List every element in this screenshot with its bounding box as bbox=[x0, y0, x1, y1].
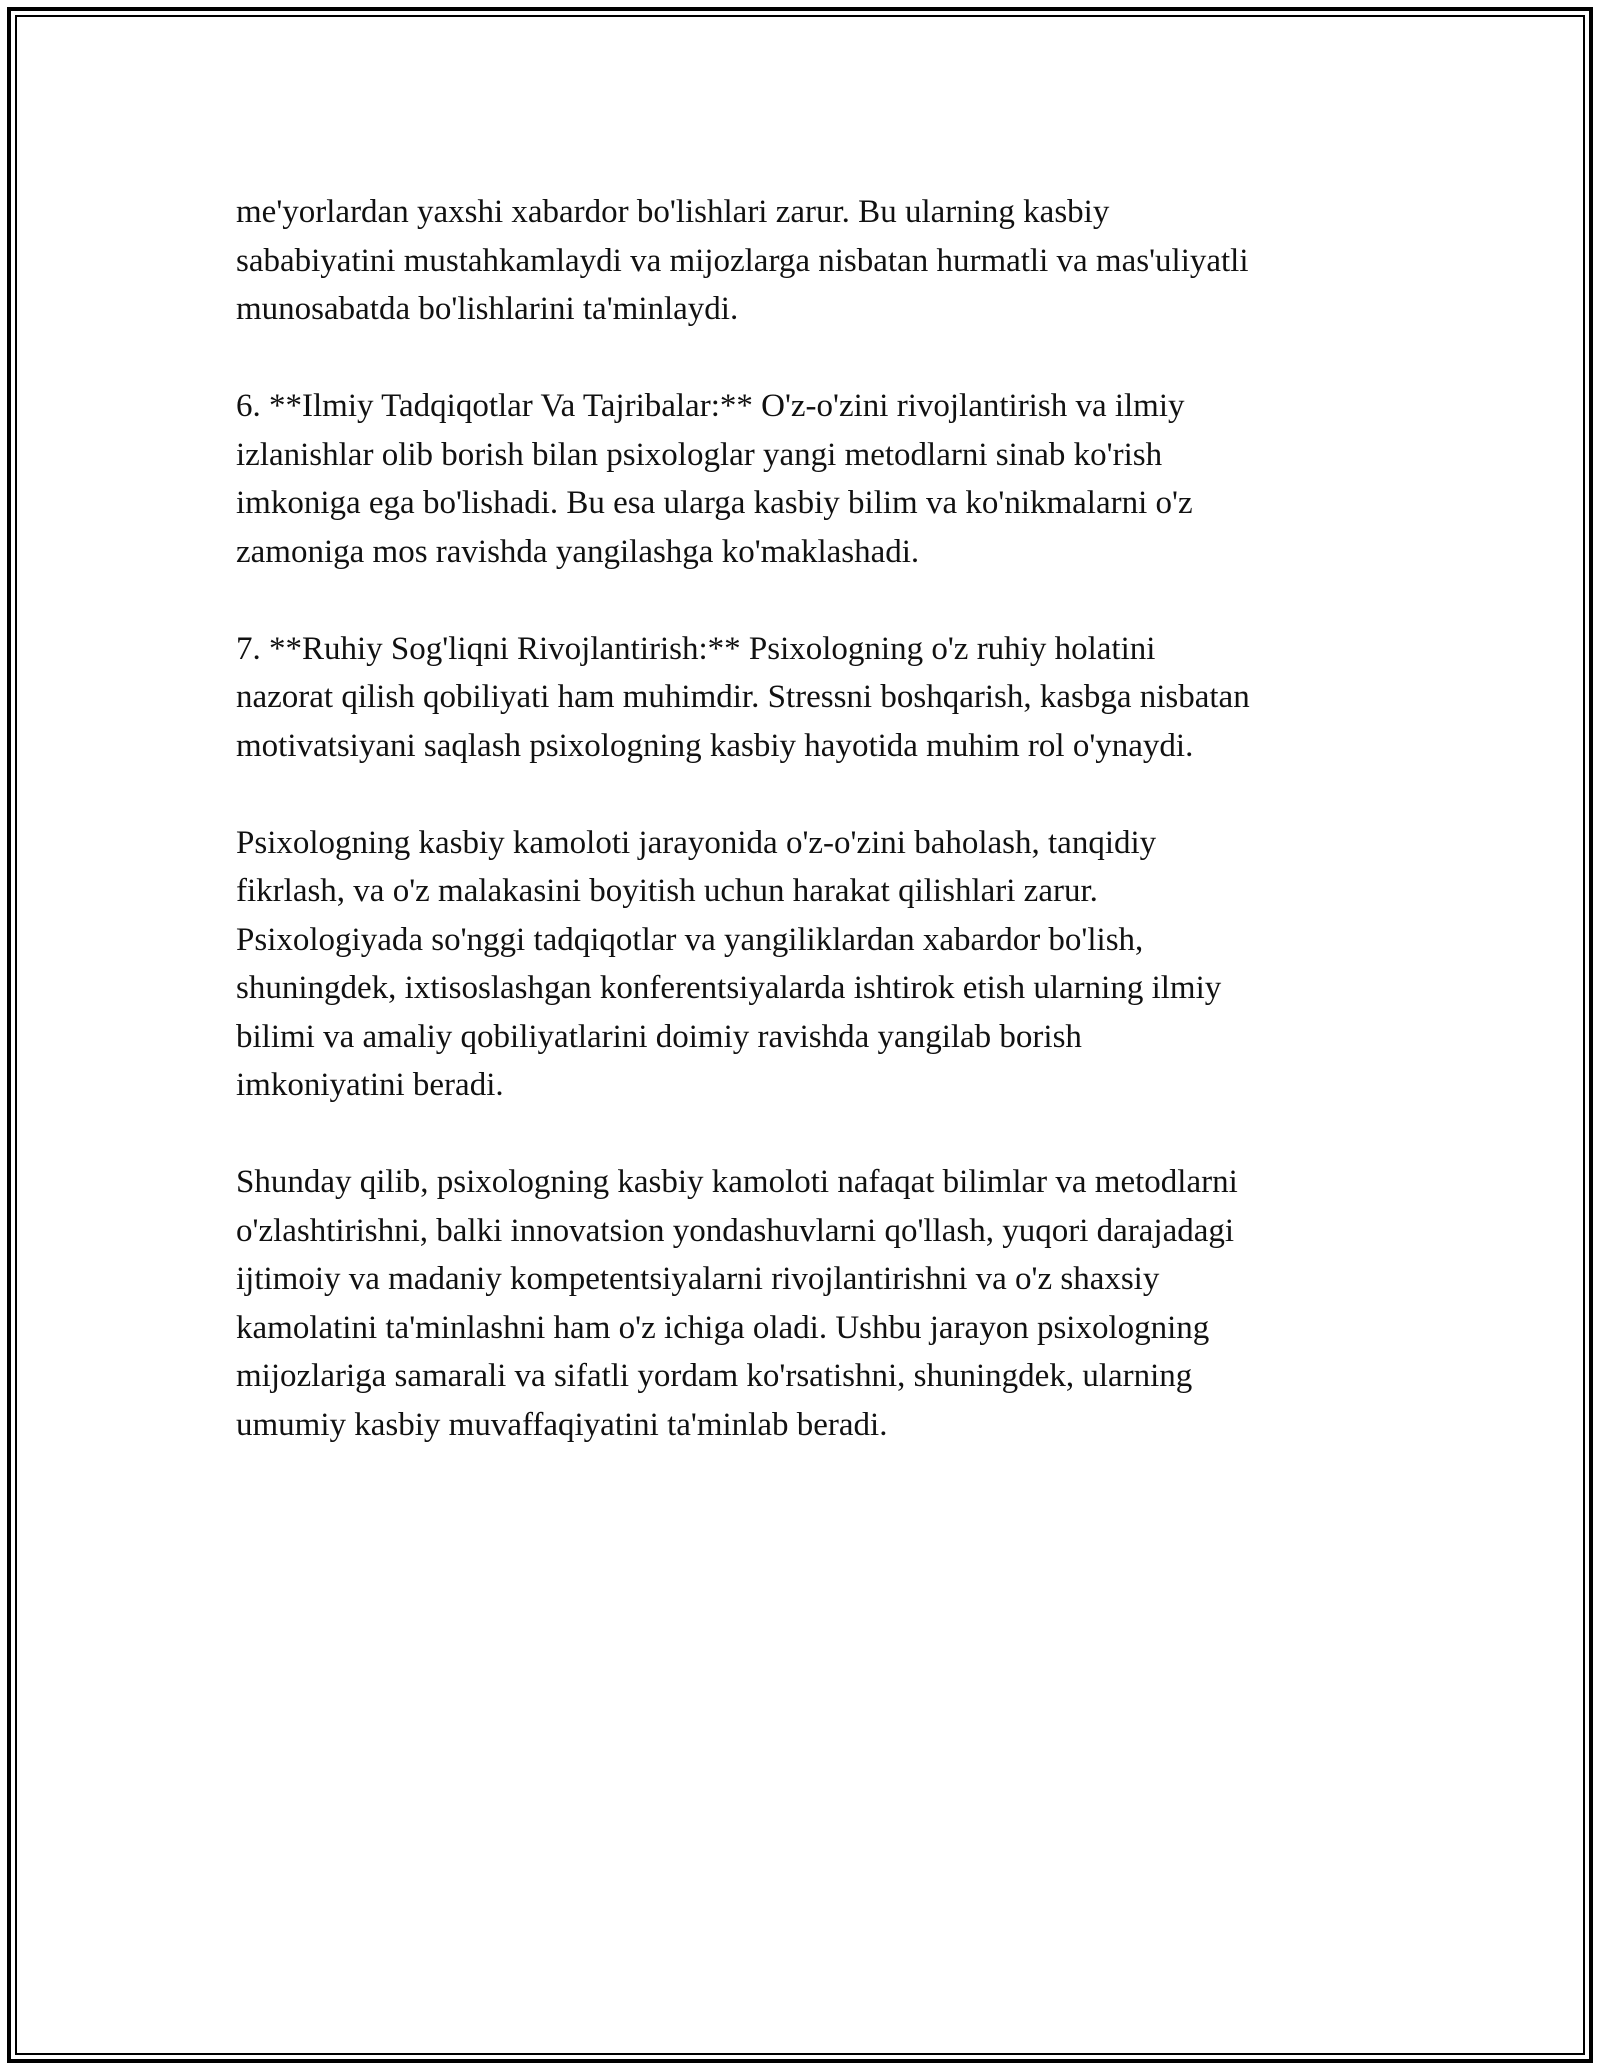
paragraph-item-6: 6. **Ilmiy Tadqiqotlar Va Tajribalar:** O'z-o'zini rivojlantirish va ilmiy izlanishlar olib borish bilan psixologlar yangi metodlarni sinab ko'rish imkoniga ega bo'lishadi. Bu esa ularga kasbiy bilim va ko'nikmalarni o'z zamoniga mos ravishda yangilashga ko'maklashadi. bbox=[236, 388, 1193, 570]
document-body bbox=[236, 188, 1376, 1498]
paragraph-summary: Psixologning kasbiy kamoloti jarayonida o'z-o'zini baholash, tanqidiy fikrlash, va o'z malakasini boyitish uchun harakat qilishlari zarur. Psixologiyada so'nggi tadqiqotlar va yangiliklardan xabardor bo'lish, shuningdek, ixtisoslashgan konferentsiyalarda ishtirok etish ularning ilmiy bilimi va amaliy qobiliyatlarini doimiy ravishda yangilab borish imkoniyatini beradi. bbox=[236, 824, 1222, 1103]
paragraph-item-7: 7. **Ruhiy Sog'liqni Rivojlantirish:** Psixologning o'z ruhiy holatini nazorat qilish qobiliyati ham muhimdir. Stressni boshqarish, kasbga nisbatan motivatsiyani saqlash psixologning kasbiy hayotida muhim rol o'ynaydi. bbox=[236, 630, 1250, 764]
paragraph-continuation: me'yorlardan yaxshi xabardor bo'lishlari zarur. Bu ularning kasbiy sababiyatini mustahkamlaydi va mijozlarga nisbatan hurmatli va mas'uliyatli munosabatda bo'lishlarini ta'minlaydi. bbox=[236, 194, 1249, 327]
paragraph-conclusion: Shunday qilib, psixologning kasbiy kamoloti nafaqat bilimlar va metodlarni o'zlashtirishni, balki innovatsion yondashuvlarni qo'llash, yuqori darajadagi ijtimoiy va madaniy kompetentsiyalarni rivojlantirishni va o'z shaxsiy kamolatini ta'minlashni ham o'z ichiga oladi. Ushbu jarayon psixologning mijozlariga samarali va sifatli yordam ko'rsatishni, shuningdek, ularning umumiy kasbiy muvaffaqiyatini ta'minlab beradi. bbox=[236, 1164, 1238, 1443]
